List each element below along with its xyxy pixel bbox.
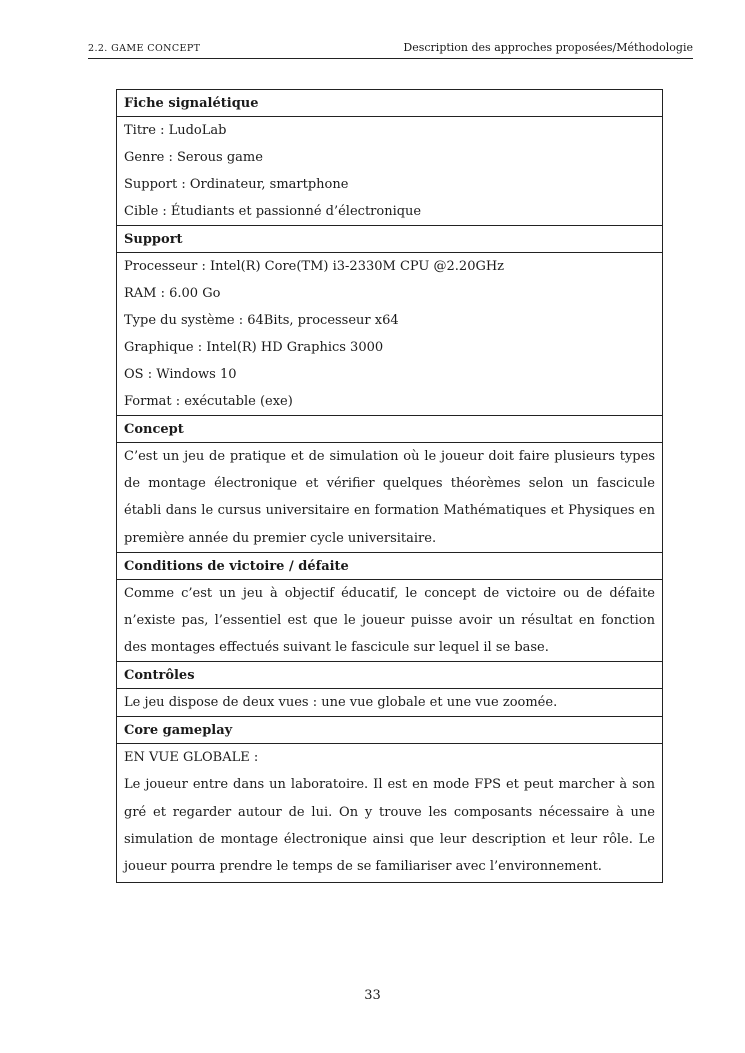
conditions-body xyxy=(117,580,662,663)
conditions-paragraph: Comme c’est un jeu à objectif éducatif, le concept de victoire ou de défaite n’existe pas, l’essentiel est que le joueur puisse avoir un résultat en fonction des montages effectués suivant le fascicule sur lequel il se base. xyxy=(124,585,655,656)
fiche-support-line: Support : Ordinateur, smartphone xyxy=(124,177,349,192)
running-header xyxy=(88,40,693,59)
game-fact-sheet-table xyxy=(116,89,663,883)
gameplay-heading: Core gameplay xyxy=(117,717,662,744)
support-system-line: Type du système : 64Bits, processeur x64 xyxy=(124,313,399,328)
fiche-genre-line: Genre : Serous game xyxy=(124,150,263,165)
gameplay-body xyxy=(117,744,662,882)
controles-line: Le jeu dispose de deux vues : une vue globale et une vue zoomée. xyxy=(124,695,558,711)
gameplay-subtitle: EN VUE GLOBALE : xyxy=(124,750,259,766)
header-section: 2.2. GAME CONCEPT xyxy=(88,43,201,54)
support-format-line: Format : exécutable (exe) xyxy=(124,394,293,409)
conditions-heading: Conditions de victoire / défaite xyxy=(117,553,662,580)
support-heading: Support xyxy=(117,226,662,253)
fiche-body xyxy=(117,117,662,226)
gameplay-paragraph: Le joueur entre dans un laboratoire. Il est en mode FPS et peut marcher à son gré et regarder autour de lui. On y trouve les composants nécessaire à une simulation de montage électronique ainsi que leur description et leur rôle. Le joueur pourra prendre le temps de se familiariser avec l’environnement. xyxy=(124,777,655,875)
support-cpu-line: Processeur : Intel(R) Core(TM) i3-2330M CPU @2.20GHz xyxy=(124,259,505,274)
support-body xyxy=(117,253,662,416)
concept-paragraph: C’est un jeu de pratique et de simulation où le joueur doit faire plusieurs types de montage électronique et vérifier quelques théorèmes selon un fascicule établi dans le cursus universitaire en formation Mathématiques et Physiques en première année du premier cycle universitaire. xyxy=(124,449,655,546)
fiche-heading: Fiche signalétique xyxy=(117,90,662,117)
support-ram-line: RAM : 6.00 Go xyxy=(124,286,221,301)
support-graphics-line: Graphique : Intel(R) HD Graphics 3000 xyxy=(124,340,384,355)
controles-heading: Contrôles xyxy=(117,662,662,689)
controles-body xyxy=(117,689,662,717)
fiche-target-line: Cible : Étudiants et passionné d’électronique xyxy=(124,204,422,219)
header-chapter: Description des approches proposées/Méthodologie xyxy=(403,41,693,54)
concept-heading: Concept xyxy=(117,416,662,443)
page-number: 33 xyxy=(364,988,381,1003)
support-os-line: OS : Windows 10 xyxy=(124,367,237,382)
fiche-title-line: Titre : LudoLab xyxy=(124,123,227,138)
concept-body xyxy=(117,443,662,553)
